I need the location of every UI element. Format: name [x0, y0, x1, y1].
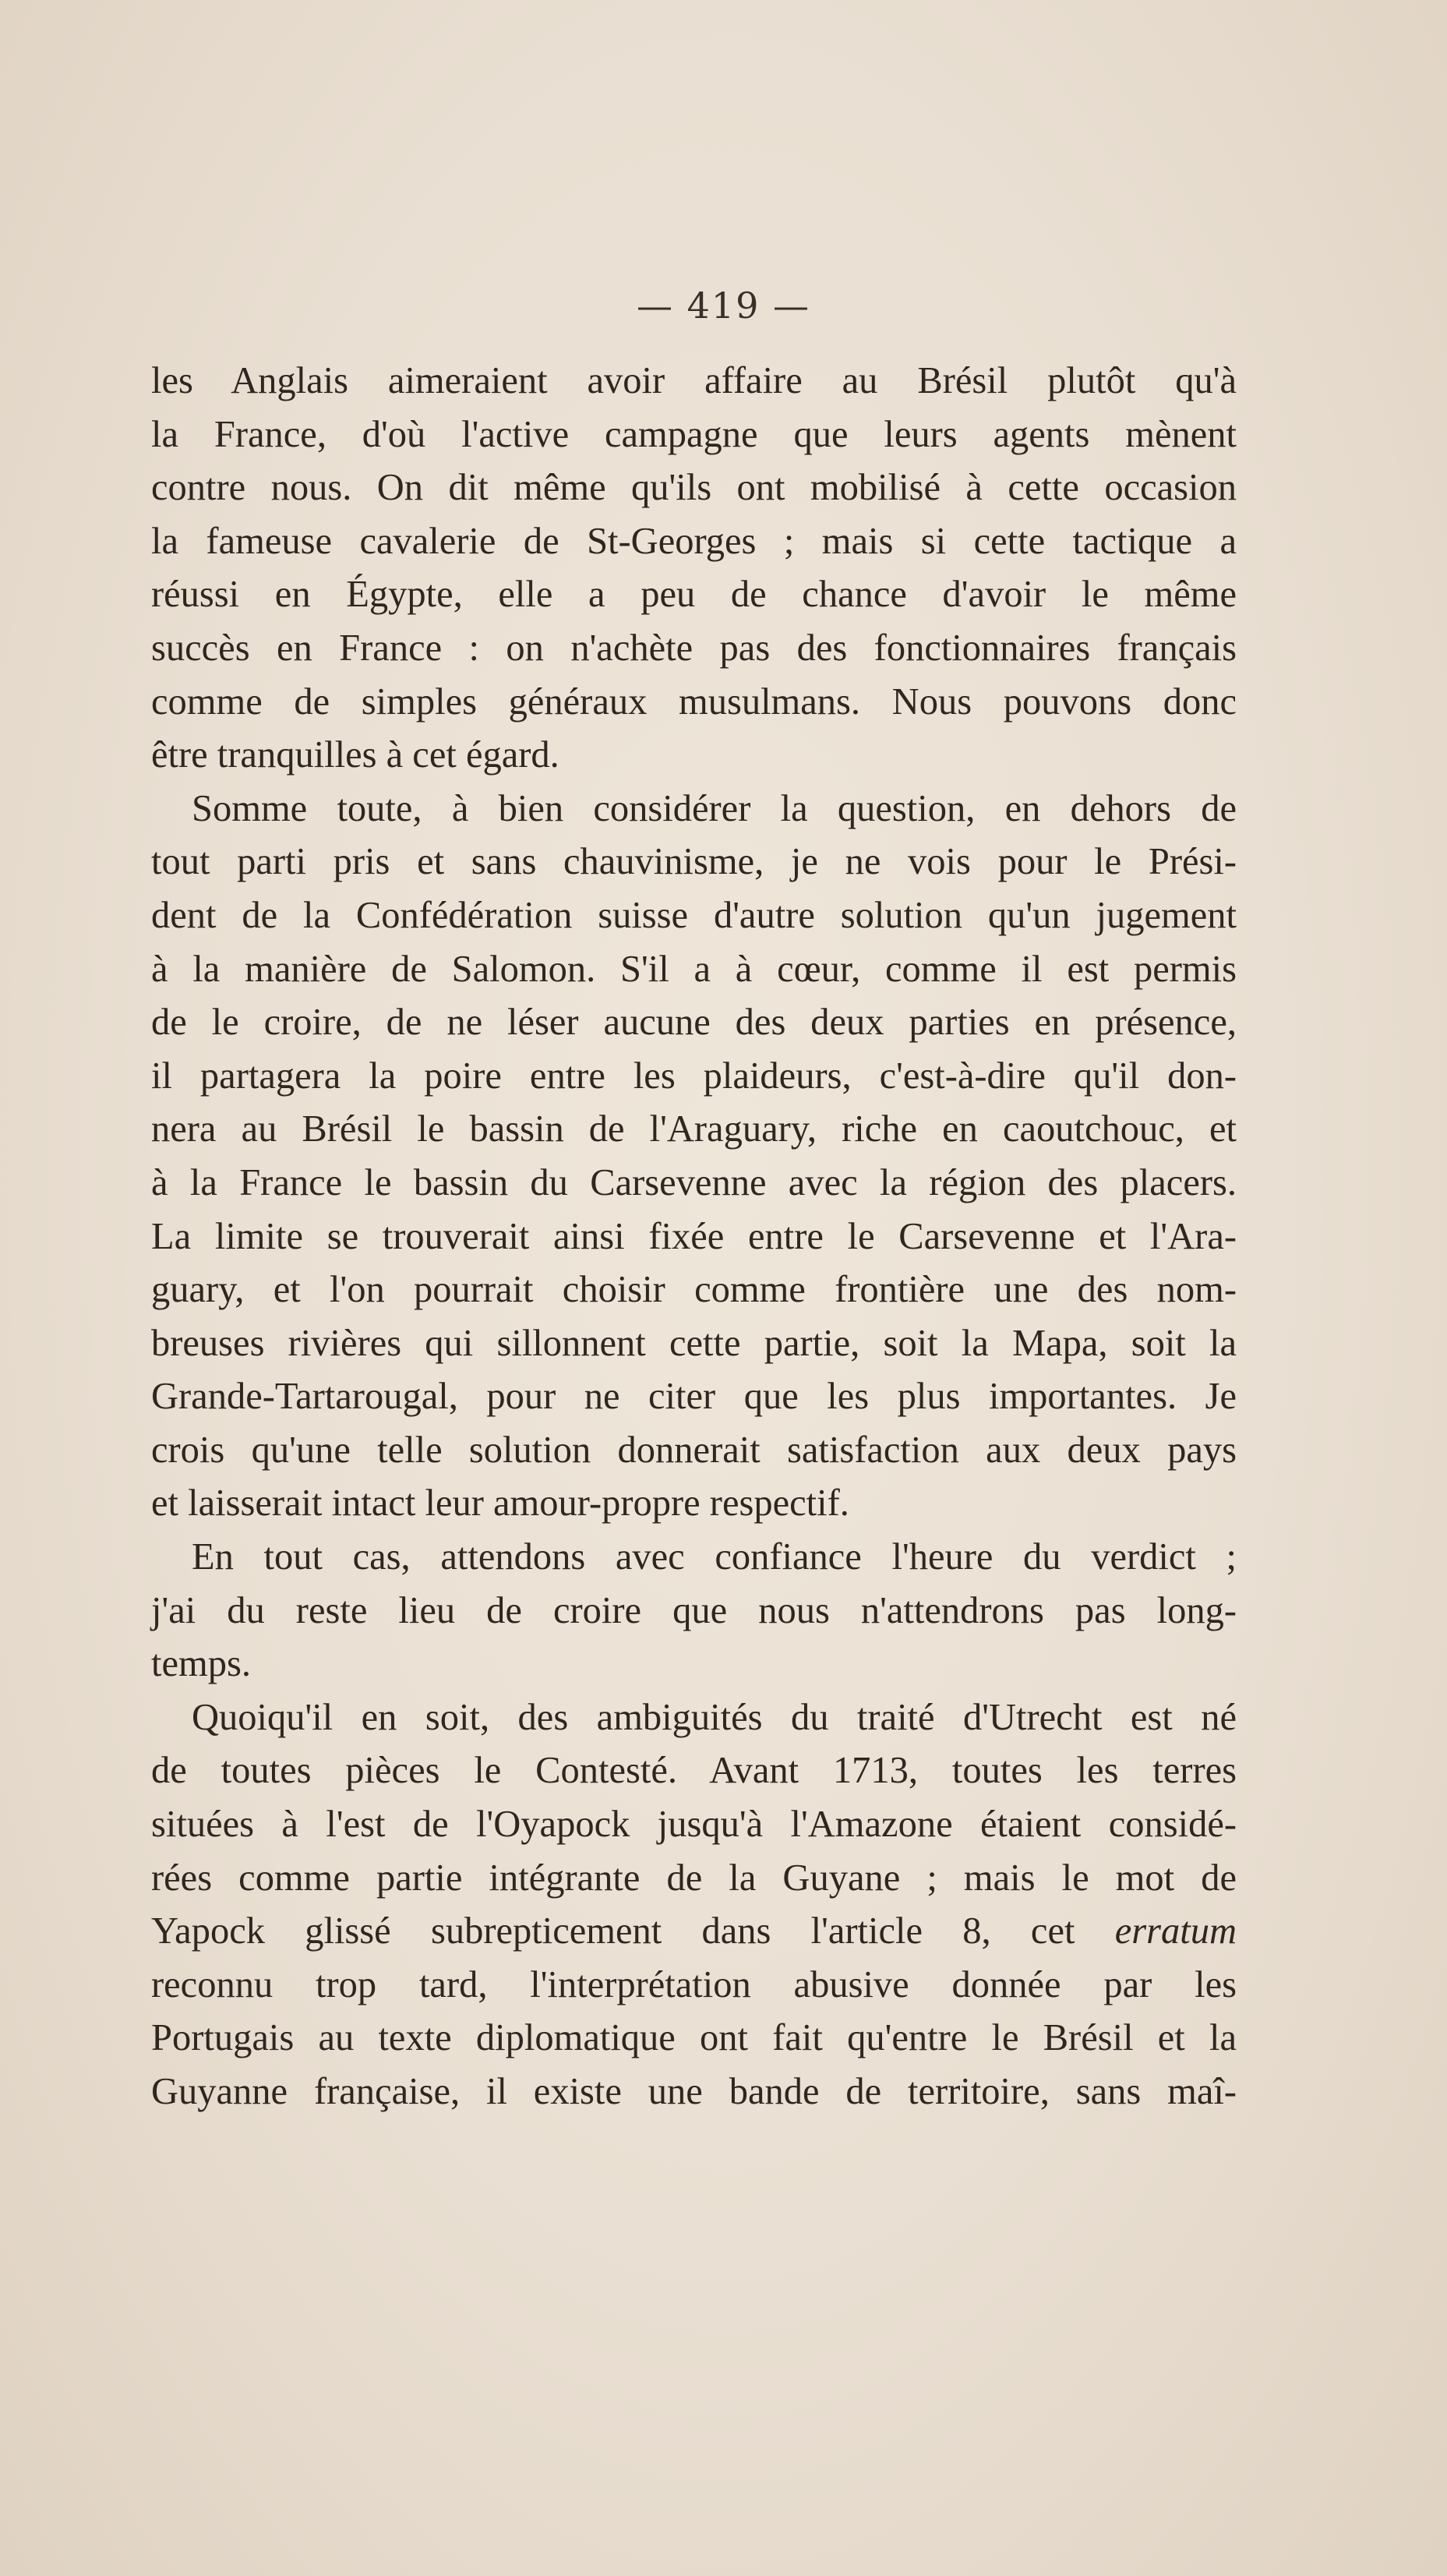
text-line: la France, d'où l'active campagne que leurs agents mènent: [151, 413, 1237, 455]
text-line: guary, et l'on pourrait choisir comme frontière une des nom-: [151, 1269, 1237, 1311]
text-line: de le croire, de ne léser aucune des deux parties en présence,: [151, 1002, 1237, 1044]
text-line: situées à l'est de l'Oyapock jusqu'à l'Amazone étaient considé-: [151, 1804, 1237, 1846]
text-line: les Anglais aimeraient avoir affaire au Brésil plutôt qu'à: [151, 360, 1237, 401]
body-text: [151, 355, 1237, 2119]
text-line: La limite se trouverait ainsi fixée entre le Carsevenne et l'Ara-: [151, 1215, 1237, 1257]
text-line: réussi en Égypte, elle a peu de chance d'avoir le même: [151, 574, 1237, 616]
italic-word: erratum: [1114, 1910, 1237, 1952]
text-line: Portugais au texte diplomatique ont fait qu'entre le Brésil et la: [151, 2017, 1237, 2059]
text-line: Grande-Tartarougal, pour ne citer que les plus importantes. Je: [151, 1376, 1237, 1418]
text-line: breuses rivières qui sillonnent cette partie, soit la Mapa, soit la: [151, 1322, 1237, 1364]
text-line: Quoiqu'il en soit, des ambiguités du traité d'Utrecht est né: [192, 1696, 1237, 1738]
paragraph: [151, 783, 1237, 1531]
text-line: succès en France : on n'achète pas des fonctionnaires français: [151, 627, 1237, 669]
text-line: Guyanne française, il existe une bande de territoire, sans maî-: [151, 2071, 1237, 2112]
text-segment: Yapock glissé subrepticement dans l'article 8, cet: [151, 1910, 1075, 1952]
paragraph: [151, 1531, 1237, 1691]
text-line: rées comme partie intégrante de la Guyane ; mais le mot de: [151, 1857, 1237, 1899]
text-line: nera au Brésil le bassin de l'Araguary, riche en caoutchouc, et: [151, 1108, 1237, 1150]
text-line: j'ai du reste lieu de croire que nous n'attendrons pas long-: [151, 1589, 1237, 1631]
text-line: crois qu'une telle solution donnerait satisfaction aux deux pays: [151, 1429, 1237, 1471]
text-line: Somme toute, à bien considérer la question, en dehors de: [192, 787, 1237, 829]
text-line: reconnu trop tard, l'interprétation abusive donnée par les: [151, 1963, 1237, 2005]
text-line: tout parti pris et sans chauvinisme, je ne vois pour le Prési-: [151, 841, 1237, 883]
text-line: il partagera la poire entre les plaideurs, c'est-à-dire qu'il don-: [151, 1055, 1237, 1097]
text-line: contre nous. On dit même qu'ils ont mobilisé à cette occasion: [151, 467, 1237, 509]
text-line: En tout cas, attendons avec confiance l'heure du verdict ;: [192, 1536, 1237, 1578]
paragraph: [151, 1691, 1237, 2119]
text-line: à la manière de Salomon. S'il a à cœur, comme il est permis: [151, 948, 1237, 990]
text-line: [151, 1905, 1237, 1959]
paragraph: [151, 355, 1237, 783]
page-number: — 419 —: [636, 284, 811, 327]
text-line: temps.: [151, 1643, 251, 1685]
text-line: à la France le bassin du Carsevenne avec la région des placers.: [151, 1161, 1237, 1203]
text-line: comme de simples généraux musulmans. Nous pouvons donc: [151, 680, 1237, 723]
text-line: être tranquilles à cet égard.: [151, 734, 559, 776]
text-line: et laisserait intact leur amour-propre respectif.: [151, 1482, 849, 1525]
text-line: de toutes pièces le Contesté. Avant 1713, toutes les terres: [151, 1750, 1237, 1792]
text-line: la fameuse cavalerie de St-Georges ; mais si cette tactique a: [151, 520, 1237, 562]
text-line: dent de la Confédération suisse d'autre solution qu'un jugement: [151, 894, 1237, 936]
